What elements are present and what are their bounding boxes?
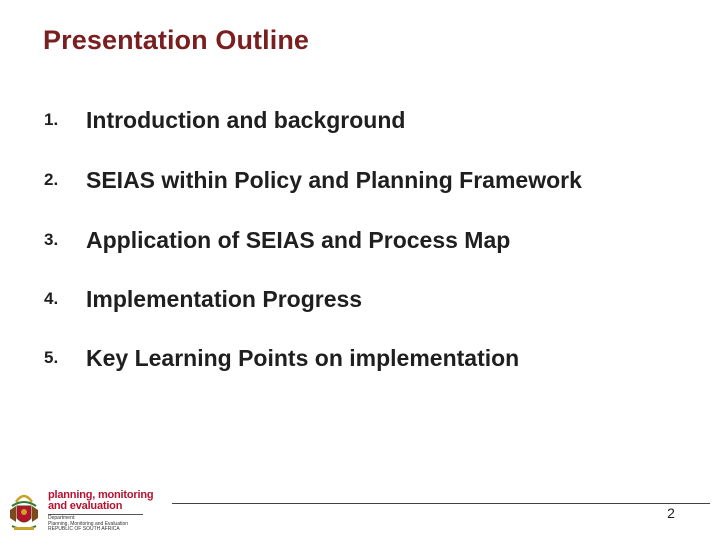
dpme-logo <box>6 488 156 534</box>
logo-wordmark <box>48 490 153 512</box>
item-number: 2. <box>44 170 59 189</box>
logo-sub-1: Department: <box>48 515 76 521</box>
item-number: 1. <box>44 110 59 129</box>
footer-divider <box>172 503 710 504</box>
item-label: SEIAS within Policy and Planning Framework <box>86 166 582 193</box>
outline-item-2 <box>44 165 582 195</box>
item-label: Application of SEIAS and Process Map <box>86 226 511 253</box>
item-number: 3. <box>44 230 59 249</box>
logo-sub-3: REPUBLIC OF SOUTH AFRICA <box>48 526 120 532</box>
logo-subtext <box>48 516 128 533</box>
item-label: Introduction and background <box>86 106 406 133</box>
outline-item-5 <box>44 343 519 373</box>
outline-item-4 <box>44 284 362 314</box>
logo-line-1: planning, monitoring <box>48 489 154 501</box>
logo-line-2: and evaluation <box>48 500 123 512</box>
item-number: 4. <box>44 289 59 308</box>
outline-item-3 <box>44 225 510 255</box>
page-number: 2 <box>667 505 675 521</box>
item-number: 5. <box>44 348 59 367</box>
item-label: Implementation Progress <box>86 285 363 312</box>
coat-of-arms-icon <box>6 488 42 532</box>
item-label: Key Learning Points on implementation <box>86 344 520 371</box>
outline-item-1 <box>44 105 405 135</box>
logo-sub-2: Planning, Monitoring and Evaluation <box>48 520 129 527</box>
slide-title: Presentation Outline <box>43 25 310 55</box>
